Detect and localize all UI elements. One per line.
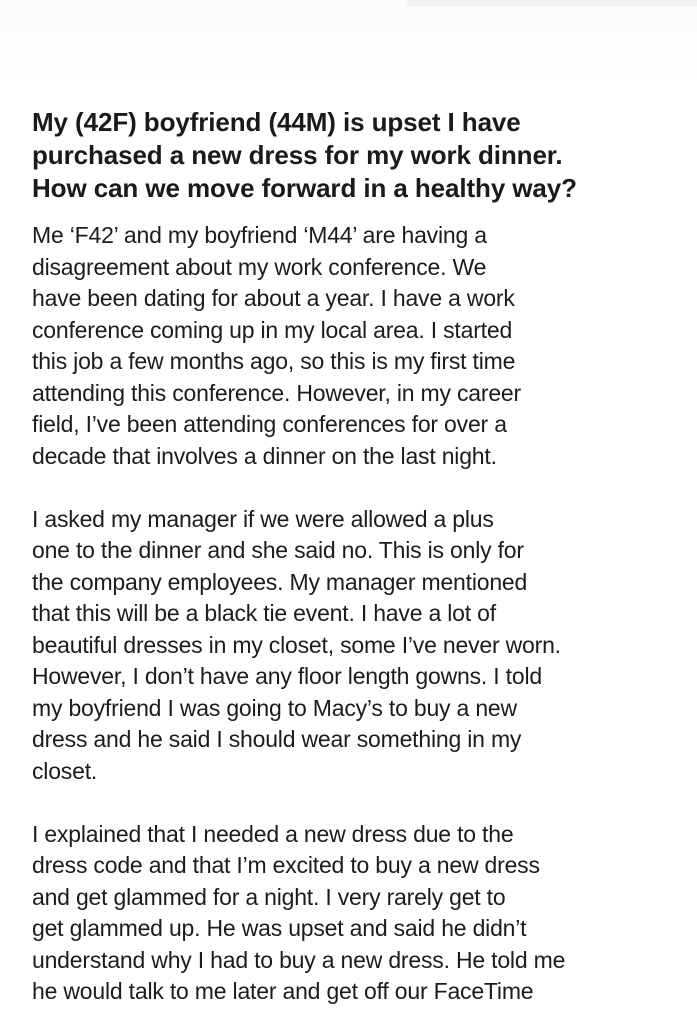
top-header-strip	[0, 0, 697, 86]
post-paragraph-2: I asked my manager if we were allowed a plus one to the dinner and she said no. This is only for the company employees. My manager mentioned that this will be a black tie event. I have a lot of beautiful dresses in my closet, some I’ve never worn. However, I don’t have any floor length gowns. I told my boyfriend I was going to Macy’s to buy a new dress and he said I should wear something in my closet.	[32, 505, 561, 784]
post-paragraph-3: I explained that I needed a new dress due to the dress code and that I’m excited to buy a new dress and get glammed for a night. I very rarely get to get glammed up. He was upset and said he didn’t understand why I had to buy a new dress. He told me he would talk to me later and get off our FaceTime	[32, 820, 566, 1004]
post-body	[32, 220, 672, 1008]
post-content	[32, 106, 672, 1008]
post-paragraph-1: Me ‘F42’ and my boyfriend ‘M44’ are having a disagreement about my work conference. We have been dating for about a year. I have a work conference coming up in my local area. I started this job a few months ago, so this is my first time attending this conference. However, in my career field, I’ve been attending conferences for over a decade that involves a dinner on the last night.	[32, 222, 521, 469]
header-shade	[407, 0, 697, 6]
post-title: My (42F) boyfriend (44M) is upset I have purchased a new dress for my work dinner. How can we move forward in a healthy way?	[32, 107, 577, 203]
